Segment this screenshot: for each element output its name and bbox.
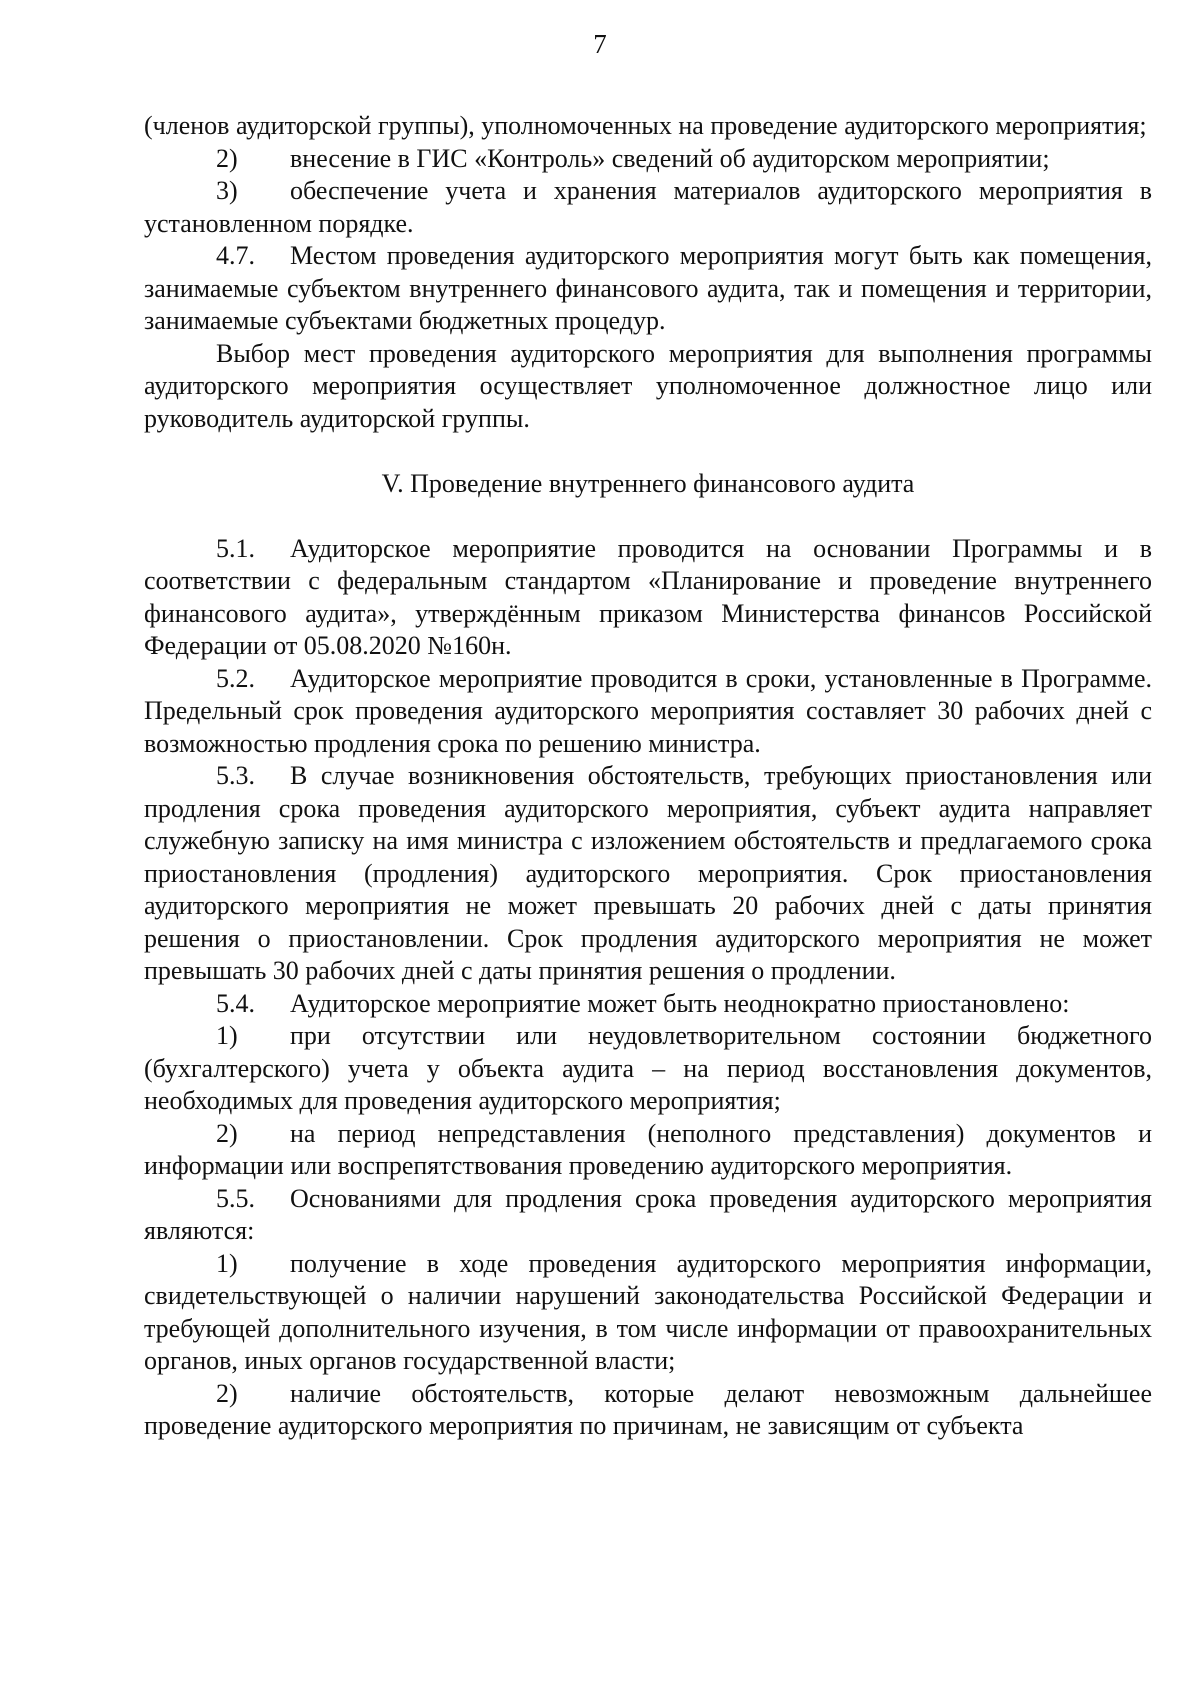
clause-number: 5.5. xyxy=(216,1183,255,1213)
page-number: 7 xyxy=(593,29,607,59)
paragraph-text: Выбор мест проведения аудиторского мероприятия для выполнения программы аудиторского мероприятия осуществляет уполномоченное должностное лицо или руководитель аудиторской группы. xyxy=(144,338,1152,433)
paragraph xyxy=(144,338,1152,436)
clause-number: 5.4. xyxy=(216,988,255,1018)
document-body xyxy=(144,110,1152,1443)
clause xyxy=(144,988,1152,1021)
list-item xyxy=(144,1248,1152,1378)
paragraph xyxy=(144,110,1152,143)
clause-number: 5.1. xyxy=(216,533,255,563)
clause-number: 5.2. xyxy=(216,663,255,693)
clause xyxy=(144,1183,1152,1248)
item-number: 1) xyxy=(216,1248,238,1278)
item-text: получение в ходе проведения аудиторского мероприятия информации, свидетельствующей о наличии нарушений законодательства Российской Федерации и требующей дополнительного изучения, в том числе информации от правоохранительных органов, иных органов государственной власти; xyxy=(144,1248,1152,1375)
list-item xyxy=(144,175,1152,240)
item-number: 2) xyxy=(216,1118,238,1148)
list-item xyxy=(144,1118,1152,1183)
clause-text: В случае возникновения обстоятельств, требующих приостановления или продления срока проведения аудиторского мероприятия, субъект аудита направляет служебную записку на имя министра с изложением обстоятельств и предлагаемого срока приостановления (продления) аудиторского мероприятия. Срок приостановления аудиторского мероприятия не может превышать 20 рабочих дней с даты принятия решения о приостановлении. Срок продления аудиторского мероприятия не может превышать 30 рабочих дней с даты принятия решения о продлении. xyxy=(144,761,1152,985)
clause xyxy=(144,240,1152,338)
section-heading: V. Проведение внутреннего финансового аудита xyxy=(381,469,915,498)
clause-text: Основаниями для продления срока проведения аудиторского мероприятия являются: xyxy=(144,1183,1152,1245)
clause-number: 4.7. xyxy=(216,241,255,270)
list-item xyxy=(144,143,1152,176)
clause-text: Аудиторское мероприятие проводится на основании Программы и в соответствии с федеральным стандартом «Планирование и проведение внутреннего финансового аудита», утверждённым приказом Министерства финансов Российской Федерации от 05.08.2020 №160н. xyxy=(144,533,1152,660)
list-item xyxy=(144,1378,1152,1443)
clause-text: Аудиторское мероприятие может быть неоднократно приостановлено: xyxy=(290,988,1070,1018)
item-text: на период непредставления (неполного представления) документов и информации или воспрепятствования проведению аудиторского мероприятия. xyxy=(144,1118,1152,1180)
item-number: 1) xyxy=(216,1021,238,1050)
item-number: 3) xyxy=(216,176,238,205)
item-text: внесение в ГИС «Контроль» сведений об аудиторском мероприятии; xyxy=(290,143,1050,173)
clause xyxy=(144,533,1152,663)
paragraph-text: (членов аудиторской группы), уполномоченных на проведение аудиторского мероприятия; xyxy=(144,111,1147,140)
item-text: при отсутствии или неудовлетворительном состоянии бюджетного (бухгалтерского) учета у объекта аудита – на период восстановления документов, необходимых для проведения аудиторского мероприятия; xyxy=(144,1021,1152,1115)
clause-text: Аудиторское мероприятие проводится в сроки, установленные в Программе. Предельный срок проведения аудиторского мероприятия составляет 30 рабочих дней с возможностью продления срока по решению министра. xyxy=(144,663,1152,758)
item-number: 2) xyxy=(216,1378,238,1408)
clause-text: Местом проведения аудиторского мероприятия могут быть как помещения, занимаемые субъектом внутреннего финансового аудита, так и помещения и территории, занимаемые субъектами бюджетных процедур. xyxy=(144,241,1152,335)
list-item xyxy=(144,1020,1152,1118)
clause xyxy=(144,760,1152,988)
item-text: обеспечение учета и хранения материалов аудиторского мероприятия в установленном порядке. xyxy=(144,176,1152,238)
clause-number: 5.3. xyxy=(216,761,255,790)
clause xyxy=(144,663,1152,761)
item-number: 2) xyxy=(216,143,238,173)
item-text: наличие обстоятельств, которые делают невозможным дальнейшее проведение аудиторского мероприятия по причинам, не зависящим от субъекта xyxy=(144,1378,1152,1440)
